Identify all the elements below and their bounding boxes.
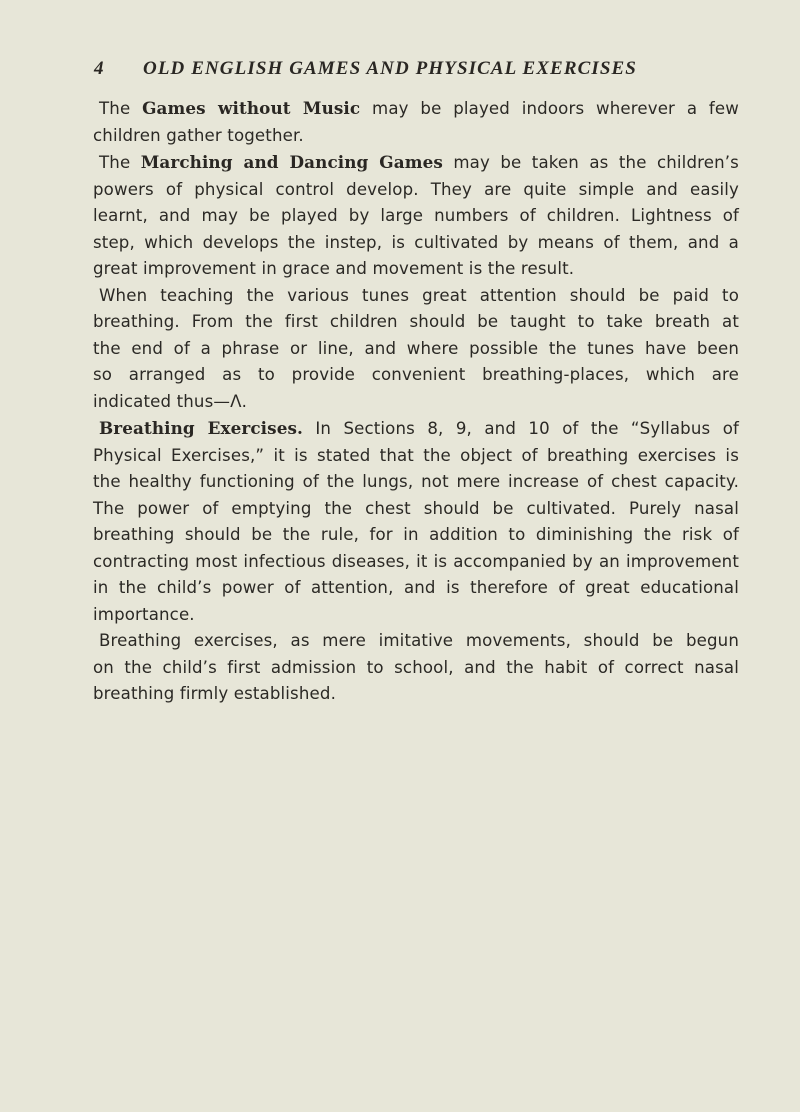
paragraph-marching-dancing — [93, 149, 739, 283]
paragraph-line: indicated thus—Λ. — [93, 391, 248, 411]
paragraph-line: Breathing exercises, as mere imitative movements, should be begun — [99, 631, 739, 650]
paragraph-line: on the child’s first admission to school, and the habit of correct nasal — [93, 657, 739, 677]
paragraph-line: When teaching the various tunes great attention should be paid to — [99, 285, 739, 305]
paragraph-breathing-habit — [93, 628, 739, 708]
paragraph-lead: Breathing Exercises. — [99, 418, 303, 438]
paragraph-line: The power of emptying the chest should be cultivated. Purely nasal — [93, 498, 739, 518]
paragraph-teaching-tunes — [93, 283, 739, 416]
line-text: In Sections 8, 9, and 10 of the “Syllabus of — [315, 419, 739, 438]
paragraph-line: contracting most infectious diseases, it is accompanied by an improvement — [93, 551, 739, 571]
running-title: OLD ENGLISH GAMES AND PHYSICAL EXERCISES — [143, 58, 637, 79]
paragraph-line: Physical Exercises,” it is stated that the object of breathing exercises is — [93, 445, 739, 465]
paragraph-line: learnt, and may be played by large numbers of children. Lightness of — [93, 206, 739, 225]
paragraph-line: breathing should be the rule, for in addition to diminishing the risk of — [93, 525, 739, 544]
paragraph-line: the end of a phrase or line, and where possible the tunes have been — [93, 338, 739, 358]
paragraph-line — [93, 95, 739, 123]
paragraph-line: great improvement in grace and movement is the result. — [93, 259, 575, 278]
paragraph-line: so arranged as to provide convenient breathing-places, which are — [93, 365, 739, 384]
paragraph-games-without-music — [93, 95, 739, 149]
page-header — [94, 58, 730, 86]
paragraph-breathing-exercises — [93, 415, 739, 628]
paragraph-line: breathing. From the first children should be taught to take breath at — [93, 312, 739, 331]
paragraph-line: importance. — [93, 604, 195, 624]
paragraph-line: powers of physical control develop. They are quite simple and easily — [93, 179, 739, 199]
line-text: may be played indoors wherever a few — [372, 99, 739, 118]
paragraph-line: children gather together. — [93, 125, 304, 145]
paragraph-line: step, which develops the instep, is cultivated by means of them, and a — [93, 232, 739, 252]
line-text: may be taken as the children’s — [453, 153, 739, 172]
paragraph-lead: Games without Music — [142, 98, 361, 118]
lead-prefix: The — [99, 153, 131, 172]
paragraph-line — [93, 415, 739, 443]
page-number: 4 — [94, 58, 104, 79]
paragraph-lead: Marching and Dancing Games — [140, 152, 443, 172]
paragraph-line — [93, 149, 739, 177]
paragraph-line: the healthy functioning of the lungs, not mere increase of chest capacity. — [93, 472, 739, 491]
paragraph-line: in the child’s power of attention, and is therefore of great educational — [93, 578, 739, 597]
lead-prefix: The — [99, 99, 131, 118]
body-text — [93, 95, 739, 708]
paragraph-line: breathing firmly established. — [93, 684, 336, 703]
